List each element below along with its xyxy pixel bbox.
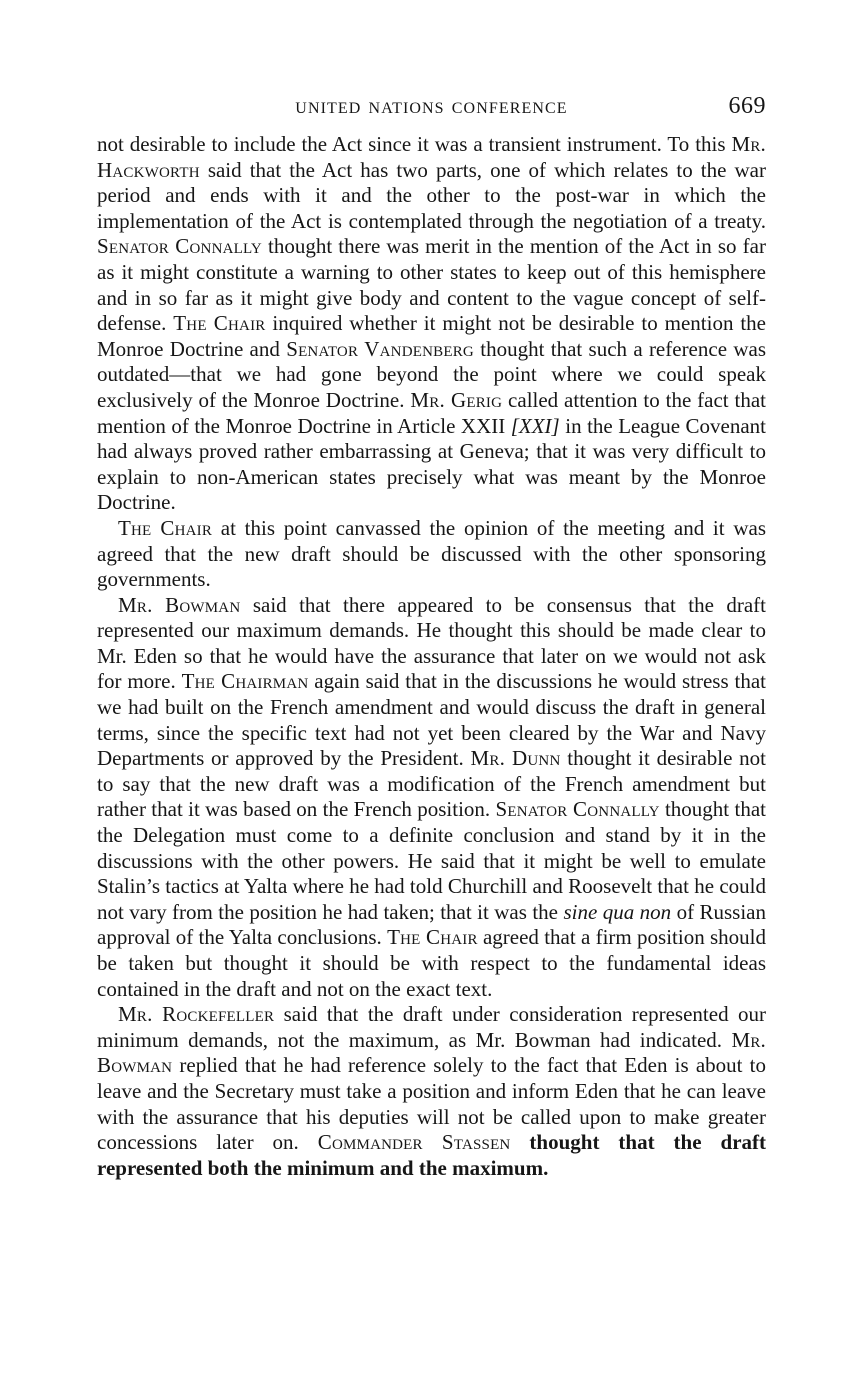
speaker-name: The Chair (118, 515, 213, 540)
text-run: said that there appeared to be consensus that the draft represented our maximum demands. He thought this should be made clear to Mr. Eden so that he would have the assurance that later on we would not ask for more. (97, 592, 766, 694)
running-title: UNITED NATIONS CONFERENCE (295, 100, 568, 117)
italic-text: [XXI] (510, 413, 560, 438)
text-run: said that the Act has two parts, one of which relates to the war period and ends with it and the other to the post-war in which the implementation of the Act is contemplated through the negotiation of a treaty. (97, 157, 766, 233)
paragraph-1 (97, 132, 766, 516)
speaker-name: Commander Stassen (317, 1130, 511, 1155)
text-run: thought that the draft represented both the minimum and the maximum. (97, 1130, 766, 1180)
text-run: said that the draft under consideration represented our minimum demands, not the maximum, as Mr. Bowman had indicated. (97, 1002, 766, 1052)
speaker-name: Mr. Rockefeller (118, 1002, 275, 1027)
text-run: not desirable to include the Act since it was a transient instrument. To this (97, 132, 732, 156)
document-page (97, 93, 767, 1181)
text-run: thought that the Delegation must come to a definite conclusion and stand by it in the discussions with the other powers. He said that it might be well to emulate Stalin’s tactics at Yalta where he had told Churchill and Roosevelt that he could not vary from the position he had taken; that it was the (97, 797, 766, 924)
text-run: at this point canvassed the opinion of the meeting and it was agreed that the new draft should be discussed with the other sponsoring governments. (97, 515, 767, 592)
speaker-name: Mr. Gerig (410, 387, 503, 412)
paragraph-2 (97, 516, 766, 593)
paragraph-4 (97, 1002, 766, 1181)
text-run: of Russian approval of the Yalta conclusions. (97, 899, 767, 950)
speaker-name: Mr. Hackworth (97, 132, 766, 182)
speaker-name: The Chair (387, 925, 478, 950)
italic-text: sine qua non (563, 899, 672, 924)
text-run: thought it desirable not to say that the new draft was a modification of the French amendment but rather that it was based on the French position. (97, 746, 766, 822)
page-number: 669 (728, 93, 766, 119)
text-run: replied that he had reference solely to the fact that Eden is about to leave and the Secretary must take a position and inform Eden that he can leave with the assurance that his deputies will not be called upon to make greater concessions later on. (97, 1053, 766, 1155)
text-run: agreed that a firm position should be taken but thought it should be with respect to the fundamental ideas contained in the draft and not on the exact text. (97, 925, 767, 1001)
text-run: thought that such a reference was outdated—that we had gone beyond the point where we could speak exclusively of the Monroe Doctrine. (97, 336, 766, 412)
speaker-name: Mr. Bowman (97, 1027, 766, 1078)
paragraph-3 (97, 593, 766, 1003)
running-head (97, 93, 766, 132)
text-run: thought there was merit in the mention of the Act in so far as it might constitute a warning to other states to keep out of this hemisphere and in so far as it might give body and content to the vague concept of self-defense. (97, 234, 766, 336)
body-text (97, 132, 766, 1181)
speaker-name: The Chairman (181, 669, 309, 694)
speaker-name: Senator Connally (495, 797, 660, 822)
text-run: again said that in the discussions he would stress that we had built on the French amendment and would discuss the draft in general terms, since the specific text had not yet been cleared by the War and Navy Departments or approved by the President. (97, 669, 766, 771)
speaker-name: Mr. Bowman (118, 592, 241, 617)
text-run: called attention to the fact that mention of the Monroe Doctrine in Article XXII (97, 387, 767, 438)
speaker-name: Mr. Dunn (470, 746, 561, 771)
text-run: inquired whether it might not be desirable to mention the Monroe Doctrine and (97, 311, 766, 361)
speaker-name: The Chair (173, 311, 266, 336)
speaker-name: Senator Vandenberg (286, 336, 474, 361)
speaker-name: Senator Connally (97, 234, 262, 259)
text-run: in the League Covenant had always proved rather embarrassing at Geneva; that it was very difficult to explain to non-American states precisely what was meant by the Monroe Doctrine. (97, 413, 766, 515)
